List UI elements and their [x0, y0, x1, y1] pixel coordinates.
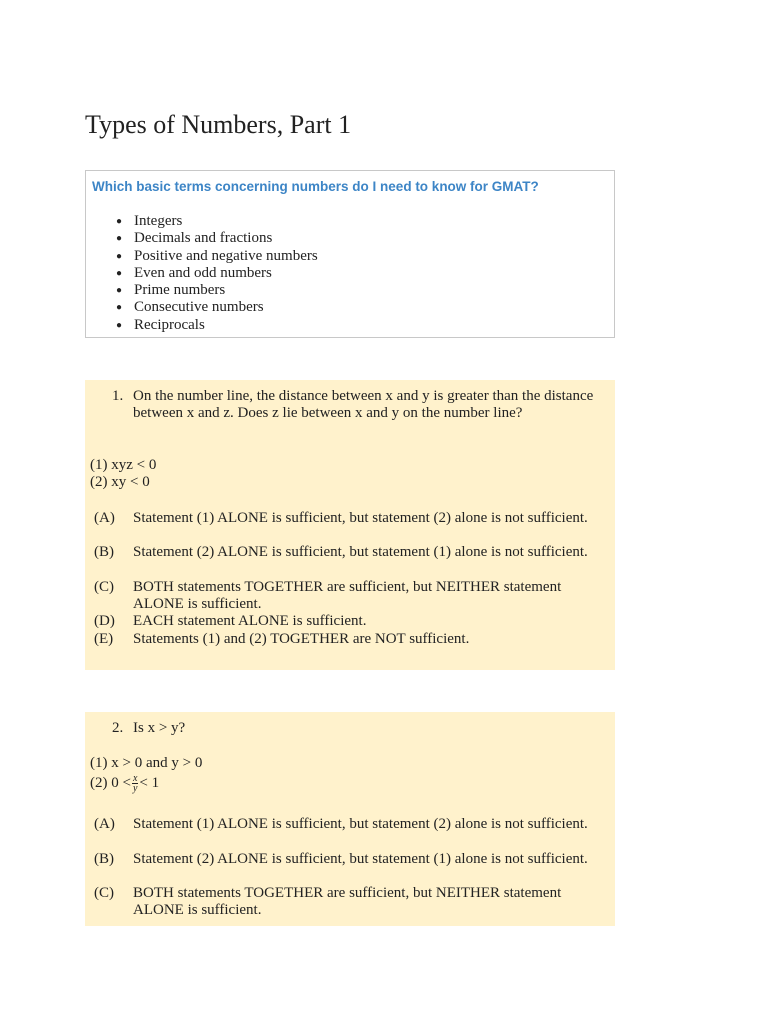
- question-2: [85, 712, 615, 926]
- page-title: Types of Numbers, Part 1: [85, 110, 352, 139]
- option-text: BOTH statements TOGETHER are sufficient, but NEITHER statement ALONE is sufficient.: [133, 885, 562, 919]
- question-text: On the number line, the distance between x and y is greater than the distance between x and z. Does z lie between x and y on the number line?: [133, 388, 594, 422]
- option-letter: (E): [94, 631, 114, 647]
- option-letter: (A): [94, 816, 115, 832]
- option-text: EACH statement ALONE is sufficient.: [133, 613, 367, 629]
- option-letter: (D): [94, 613, 115, 629]
- list-item: ● Decimals and fractions: [116, 230, 318, 247]
- option-letter: (C): [94, 885, 114, 901]
- option-text: Statement (1) ALONE is sufficient, but statement (2) alone is not sufficient.: [133, 510, 588, 526]
- statement-1: (1) x > 0 and y > 0: [90, 755, 203, 771]
- option-text: Statement (2) ALONE is sufficient, but statement (1) alone is not sufficient.: [133, 851, 588, 867]
- question-number: 2.: [112, 720, 124, 736]
- option-letter: (B): [94, 544, 114, 560]
- question-text: Is x > y?: [133, 720, 186, 736]
- statement-2: [90, 774, 159, 793]
- option-text: Statement (1) ALONE is sufficient, but statement (2) alone is not sufficient.: [133, 816, 588, 832]
- statement-2-suffix: < 1: [139, 774, 160, 791]
- option-letter: (B): [94, 851, 114, 867]
- terms-list: [116, 213, 318, 334]
- statement-2-prefix: (2) 0 <: [90, 774, 131, 791]
- list-item: ● Reciprocals: [116, 317, 318, 334]
- fraction-numerator: x: [132, 773, 138, 784]
- terms-box: [85, 170, 615, 338]
- list-item: ● Prime numbers: [116, 282, 318, 299]
- option-text: Statements (1) and (2) TOGETHER are NOT sufficient.: [133, 631, 470, 647]
- question-number: 1.: [112, 388, 124, 404]
- option-text: BOTH statements TOGETHER are sufficient, but NEITHER statement ALONE is sufficient.: [133, 579, 562, 613]
- option-text: Statement (2) ALONE is sufficient, but statement (1) alone is not sufficient.: [133, 544, 588, 560]
- option-letter: (A): [94, 510, 115, 526]
- question-1: [85, 380, 615, 670]
- list-item: ● Consecutive numbers: [116, 299, 318, 316]
- statement-1: (1) xyz < 0: [90, 457, 157, 473]
- option-letter: (C): [94, 579, 114, 595]
- list-item: ● Even and odd numbers: [116, 265, 318, 282]
- list-item: ● Integers: [116, 213, 318, 230]
- fraction: [132, 774, 138, 793]
- terms-heading: Which basic terms concerning numbers do I need to know for GMAT?: [92, 179, 539, 194]
- fraction-denominator: y: [132, 783, 138, 794]
- list-item: ● Positive and negative numbers: [116, 248, 318, 265]
- statement-2: (2) xy < 0: [90, 474, 150, 490]
